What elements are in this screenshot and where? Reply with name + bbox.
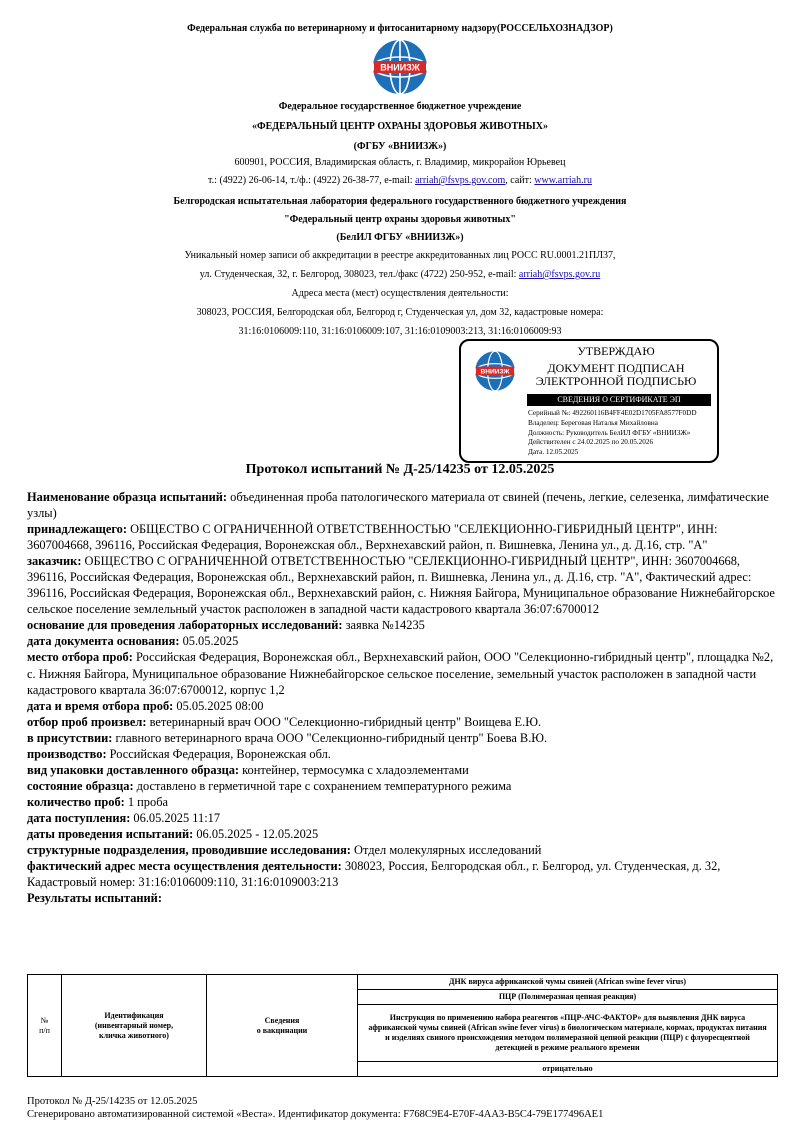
stamp-cert-info bbox=[528, 409, 713, 458]
stamp-signed bbox=[521, 362, 711, 388]
field-label: принадлежащего: bbox=[27, 522, 128, 537]
field-label: дата документа основания: bbox=[27, 634, 180, 649]
footer bbox=[27, 1095, 603, 1121]
stamp-logo bbox=[473, 349, 517, 393]
stamp-cert-bar: СВЕДЕНИЯ О СЕРТИФИКАТЕ ЭП bbox=[527, 394, 711, 406]
field-value: 05.05.2025 bbox=[179, 634, 239, 649]
field-value: главного ветеринарного врача ООО "Селекционно-гибридный центр" Боева В.Ю. bbox=[112, 730, 548, 745]
field-label: Наименование образца испытаний: bbox=[27, 490, 228, 504]
signature-stamp bbox=[459, 339, 719, 463]
site-link[interactable]: www.arriah.ru bbox=[534, 175, 592, 186]
field-label: отбор проб произвел: bbox=[27, 714, 147, 729]
protocol-fields bbox=[27, 489, 779, 906]
stamp-position: Должность: Руководитель БелИЛ ФГБУ «ВНИИЗЖ» bbox=[528, 428, 691, 437]
field-sample-name bbox=[27, 489, 779, 521]
field-sampling-datetime bbox=[27, 698, 779, 714]
field-value: объединенная проба патологического материала от свиней (печень, легкие, селезенка, лимфатические узлы) bbox=[27, 490, 769, 521]
org-address: 600901, РОССИЯ, Владимирская область, г. Владимир, микрорайон Юрьевец bbox=[234, 157, 566, 168]
field-department bbox=[27, 842, 779, 858]
stamp-valid: Действителен с 24.02.2025 по 20.05.2026 bbox=[528, 438, 654, 447]
activity-title: Адреса места (мест) осуществления деятельности: bbox=[291, 288, 509, 299]
field-value: 1 проба bbox=[124, 794, 168, 809]
lab-short-name: (БелИЛ ФГБУ «ВНИИЗЖ») bbox=[336, 232, 464, 243]
field-label: производство: bbox=[27, 746, 107, 761]
stamp-approve: УТВЕРЖДАЮ bbox=[577, 344, 655, 358]
field-label: дата поступления: bbox=[27, 810, 131, 825]
field-value: 06.05.2025 - 12.05.2025 bbox=[193, 826, 319, 841]
org-contacts bbox=[0, 174, 800, 188]
field-label: структурные подразделения, проводившие исследования: bbox=[27, 843, 351, 858]
org-type: Федеральное государственное бюджетное учреждение bbox=[278, 101, 522, 112]
field-condition bbox=[27, 778, 779, 794]
stamp-signed-line2: ЭЛЕКТРОННОЙ ПОДПИСЬЮ bbox=[535, 374, 697, 388]
lab-center: "Федеральный центр охраны здоровья животных" bbox=[284, 214, 516, 225]
lab-name: Белгородская испытательная лаборатория федерального государственного бюджетного учреждения bbox=[173, 196, 627, 207]
field-sampling-place bbox=[27, 649, 779, 697]
field-label: Результаты испытаний: bbox=[27, 891, 162, 906]
email-link[interactable]: arriah@fsvps.gov.com bbox=[415, 175, 506, 186]
col-id-header: Идентификация (инвентарный номер, кличка животного) bbox=[62, 975, 207, 1077]
contacts-phones: т.: (4922) 26-06-14, т./ф.: (4922) 26-38-77, e-mail: bbox=[208, 175, 416, 186]
footer-generated: Сгенерировано автоматизированной системой «Веста». Идентификатор документа: F768C9E4-E70F-4AA3-B5C4-79E177496AE1 bbox=[27, 1109, 604, 1120]
stamp-signed-line1: ДОКУМЕНТ ПОДПИСАН bbox=[547, 361, 685, 375]
field-value: ветеринарный врач ООО "Селекционно-гибридный центр" Воищева Е.Ю. bbox=[146, 714, 542, 729]
field-value: Российская Федерация, Воронежская обл., Верхнехавский район, ООО "Селекционно-гибридный центр", площадка №2, с. Нижняя Байгора, Муниципальное образование Нижнебайгорское сельское поселение, земельный участок расположен в западной части кадастрового квартала 36:07:6700012, корпус 1,2 bbox=[27, 650, 774, 697]
field-sampler bbox=[27, 714, 779, 730]
stamp-serial: Серийный №: 492260116B4FF4E02D1705FA8577F0DD bbox=[528, 409, 697, 417]
cadastral-numbers: 31:16:0106009:110, 31:16:0106009:107, 31:16:0109003:213, 31:16:0106009:93 bbox=[238, 326, 562, 337]
lab-address-text: ул. Студенческая, 32, г. Белгород, 308023, тел./факс (4722) 250-952, e-mail: bbox=[199, 269, 519, 280]
field-value: ОБЩЕСТВО С ОГРАНИЧЕННОЙ ОТВЕТСТВЕННОСТЬЮ "СЕЛЕКЦИОННО-ГИБРИДНЫЙ ЦЕНТР", ИНН: 3607004668, 396116, Российская Федерация, Воронежская обл., Верхнехавский район, п. Вишневка, Ленина ул., д. Д.16, стр. "А" bbox=[27, 522, 718, 553]
field-value: заявка №14235 bbox=[342, 618, 425, 633]
field-packaging bbox=[27, 762, 779, 778]
footer-protocol: Протокол № Д-25/14235 от 12.05.2025 bbox=[27, 1096, 198, 1107]
field-value: 06.05.2025 11:17 bbox=[130, 810, 221, 825]
activity-address: 308023, РОССИЯ, Белгородская обл, Белгород г, Студенческая ул, дом 32, кадастровые номера: bbox=[196, 307, 604, 318]
stamp-owner: Владелец: Береговая Наталья Михайловна bbox=[528, 418, 658, 427]
agency-name: Федеральная служба по ветеринарному и фитосанитарному надзору(РОССЕЛЬХОЗНАДЗОР) bbox=[187, 23, 613, 34]
field-received bbox=[27, 810, 779, 826]
field-value: контейнер, термосумка с хладоэлементами bbox=[239, 762, 469, 777]
stamp-date: Дата. 12.05.2025 bbox=[528, 448, 579, 457]
field-value: 05.05.2025 08:00 bbox=[173, 698, 264, 713]
stamp-logo-text: ВНИИЗЖ bbox=[480, 368, 510, 376]
field-label: в присутствии: bbox=[27, 730, 113, 745]
field-value: доставлено в герметичной таре с сохранением температурного режима bbox=[133, 778, 512, 793]
results-table bbox=[27, 974, 778, 1077]
field-basis bbox=[27, 617, 779, 633]
col-vacc-header: Сведения о вакцинации bbox=[207, 975, 358, 1077]
org-name: «ФЕДЕРАЛЬНЫЙ ЦЕНТР ОХРАНЫ ЗДОРОВЬЯ ЖИВОТНЫХ» bbox=[252, 121, 548, 132]
result-cell: отрицательно bbox=[358, 1062, 778, 1077]
method-cell: ПЦР (Полимеразная цепная реакция) bbox=[358, 990, 778, 1005]
field-value: Отдел молекулярных исследований bbox=[350, 843, 542, 858]
field-sample-count bbox=[27, 794, 779, 810]
field-value: ОБЩЕСТВО С ОГРАНИЧЕННОЙ ОТВЕТСТВЕННОСТЬЮ "СЕЛЕКЦИОННО-ГИБРИДНЫЙ ЦЕНТР", ИНН: 3607004668, 396116, Российская Федерация, Воронежская обл., Верхнехавский район, п. Вишневка, Ленина ул., д. Д.16, стр. "А", Фактический адрес: 396116, Российская Федерация, Воронежская обл., Верхнехавский район, с. Нижняя Байгора, Муниципальное образование Нижнебайгорское сельское поселение землельный участок расположен в западной части кадастрового квартала 36:07:6700012 bbox=[27, 554, 775, 617]
field-basis-date bbox=[27, 633, 779, 649]
field-witness bbox=[27, 730, 779, 746]
protocol-title: Протокол испытаний № Д-25/14235 от 12.05.2025 bbox=[245, 462, 555, 477]
field-label: даты проведения испытаний: bbox=[27, 826, 194, 841]
field-results-heading bbox=[27, 890, 779, 906]
field-customer bbox=[27, 553, 779, 617]
site-prefix: , сайт: bbox=[505, 175, 535, 186]
logo-text: ВНИИЗЖ bbox=[380, 62, 420, 73]
col-num-header: № п/п bbox=[28, 975, 62, 1077]
field-label: количество проб: bbox=[27, 794, 125, 809]
field-value: Российская Федерация, Воронежская обл. bbox=[106, 746, 331, 761]
field-test-dates bbox=[27, 826, 779, 842]
field-value: 308023, Россия, Белгородская обл., г. Белгород, ул. Студенческая, д. 32, Кадастровый номер: 31:16:0106009:110, 31:16:0109003:213 bbox=[27, 859, 721, 890]
field-label: состояние образца: bbox=[27, 778, 134, 793]
field-label: дата и время отбора проб: bbox=[27, 698, 174, 713]
field-activity-address bbox=[27, 858, 779, 890]
field-label: фактический адрес места осуществления деятельности: bbox=[27, 859, 342, 874]
field-owner bbox=[27, 521, 779, 553]
lab-address bbox=[0, 268, 800, 282]
field-label: заказчик: bbox=[27, 554, 82, 569]
field-label: основание для проведения лабораторных исследований: bbox=[27, 618, 343, 633]
vniizzh-logo bbox=[370, 37, 430, 97]
instruction-cell: Инструкция по применению набора реагентов «ПЦР-АЧС-ФАКТОР» для выявления ДНК вируса африканской чумы свиней (African swine fever virus) в биологическом материале, кормах, продуктах питания и изделиях свиного происхождения методом полимеразной цепной реакции (ПЦР) с флуоресцентной детекцией в режиме реального времени bbox=[358, 1005, 778, 1062]
field-production bbox=[27, 746, 779, 762]
field-label: место отбора проб: bbox=[27, 650, 133, 665]
test-name-cell: ДНК вируса африканской чумы свиней (African swine fever virus) bbox=[358, 975, 778, 990]
field-label: вид упаковки доставленного образца: bbox=[27, 762, 240, 777]
lab-email-link[interactable]: arriah@fsvps.gov.ru bbox=[518, 269, 601, 280]
accreditation: Уникальный номер записи об аккредитации в реестре аккредитованных лиц РОСС RU.0001.21ПЛ37, bbox=[184, 250, 616, 261]
org-short-name: (ФГБУ «ВНИИЗЖ») bbox=[353, 141, 447, 152]
